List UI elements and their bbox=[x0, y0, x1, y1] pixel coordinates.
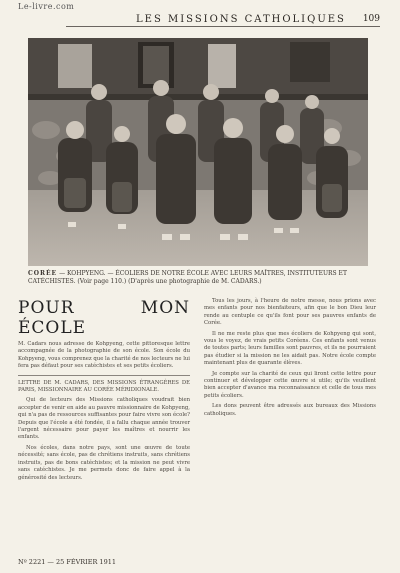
divider bbox=[18, 375, 190, 376]
journal-title: LES MISSIONS CATHOLIQUES bbox=[136, 14, 346, 25]
paragraph: Nos écoles, dans notre pays, sont une œuvre de toute nécessité; sans école, pas de chrétiens instruits, sans chrétiens instruits, pas de bons catéchistes; et la mission ne peut vivre sans catéchistes. Je me permets donc de faire appel à la générosité des lecteurs. bbox=[18, 444, 190, 481]
running-header bbox=[66, 14, 380, 27]
issue-info: Nº 2221 — 25 FÉVRIER 1911 bbox=[18, 558, 116, 566]
caption-location: CORÉE bbox=[28, 270, 58, 277]
paragraph: Je compte sur la charité de ceux qui liront cette lettre pour continuer et développer cette œuvre si utile; qu'ils veuillent bien accepter d'avance ma reconnaissance et celle de tous mes petits écoliers. bbox=[204, 370, 376, 399]
paragraph: Il ne me reste plus que mes écoliers de Kohpyeng qui sont, vous le voyez, de vrais petits Coréens. Ces enfants sont venus de toutes parts; leurs familles sont pauvres, et ils ne pourraient pas étudier si la mission ne les aidait pas. Notre école compte maintenant plus de quarante élèves. bbox=[204, 330, 376, 367]
article-signature: LETTRE DE M. CADARS, DES MISSIONS ÉTRANGÈRES DE PARIS, MISSIONNAIRE AU CORÉE MÉRIDIONALE. bbox=[18, 379, 190, 394]
group-photograph bbox=[28, 38, 368, 266]
caption-text: — KOHPYENG. — ÉCOLIERS DE NOTRE ÉCOLE AVEC LEURS MAÎTRES, INSTITUTEURS ET CATÉCHISTES. (Voir page 110.) (D'après une photographie de M. CADARS.) bbox=[28, 270, 347, 285]
page bbox=[18, 0, 380, 573]
photo-caption bbox=[28, 270, 368, 286]
right-column bbox=[204, 298, 376, 421]
paragraph: Tous les jours, à l'heure de notre messe, nous prions avec mes enfants pour nos bienfaiteurs, afin que le bon Dieu leur rende au centuple ce qu'ils font pour ses pauvres enfants de Corée. bbox=[204, 298, 376, 327]
article-intro: M. Cadars nous adresse de Kohpyeng, cette pittoresque lettre accompagnée de la photographie de son école. Son école du Kohpyeng, vous comprenez que la charité de nos lecteurs ne lui fera pas défaut pour ses catéchistes et ses petits écoliers. bbox=[18, 341, 190, 370]
page-number: 109 bbox=[362, 14, 380, 24]
paragraph: Les dons peuvent être adressés aux bureaux des Missions catholiques. bbox=[204, 403, 376, 417]
article-headline: POUR MON ÉCOLE bbox=[18, 298, 190, 338]
photograph-image bbox=[28, 38, 368, 266]
paragraph: Qui de lecteurs des Missions catholiques voudrait bien accepter de venir en aide au pauvre missionnaire de Kohpyeng, qui n'a pas de ressources suffisantes pour faire vivre son école? Depuis que l'école a été fondée, il a fallu chaque année trouver l'argent nécessaire pour payer les maîtres et nourrir les enfants. bbox=[18, 397, 190, 441]
site-logo: Le-livre.com bbox=[18, 2, 75, 11]
left-column bbox=[18, 298, 190, 485]
